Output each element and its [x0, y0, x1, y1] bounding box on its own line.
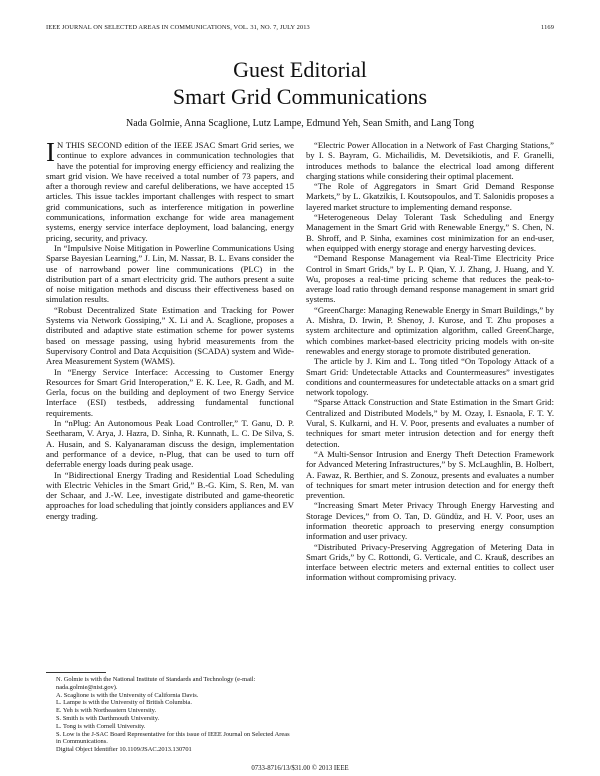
title-line-1: Guest Editorial [233, 57, 367, 82]
paragraph: In “Impulsive Noise Mitigation in Powerline Communications Using Sparse Bayesian Learning,” J. Lin, M. Nassar, B. L. Evans consider the use of narrowband power line communications (PLC) in the distribution part of a smart electricity grid. The authors present a suite of noise mitigation methods and discuss their effectiveness based on simulation results. [46, 242, 294, 305]
paragraph: “Increasing Smart Meter Privacy Through Energy Harvesting and Storage Devices,” from O. Tan, D. Gündüz, and H. V. Poor, uses an information theoretic approach to preserving energy consumption information and user privacy. [306, 500, 554, 542]
footnote: N. Golmie is with the National Institute of Standards and Technology (e-mail: nada.golmie@nist.gov). [56, 676, 256, 691]
footnote: E. Yeh is with Northeastern University. [56, 707, 157, 715]
doi-line: Digital Object Identifier 10.1109/JSAC.2013.130701 [56, 746, 192, 754]
paragraph: “The Role of Aggregators in Smart Grid Demand Response Markets,” by L. Gkatzikis, I. Koutsopoulos, and T. Salonidis proposes a layered market structure to implementing demand response. [306, 181, 554, 212]
journal-header: IEEE JOURNAL ON SELECTED AREAS IN COMMUNICATIONS, VOL. 31, NO. 7, JULY 2013 [46, 24, 310, 31]
paragraph: In “nPlug: An Autonomous Peak Load Controller,” T. Ganu, D. P. Seetharam, V. Arya, J. Hazra, D. Sinha, R. Kunnath, L. C. De Silva, S. A. Husain, and S. Kalyanaraman discuss the design, implementation and performance of a device, n-Plug, that can be used to turn off deferrable energy loads during peak usage. [46, 418, 294, 470]
drop-cap: I [46, 137, 55, 167]
page-title [0, 56, 600, 110]
paragraph: “A Multi-Sensor Intrusion and Energy Theft Detection Framework for Advanced Metering Infrastructures,” by S. McLaughlin, B. Holbert, A. Fawaz, R. Berthier, and S. Zonouz, presents and evaluates a number of techniques for smart meter intrusion detection and for energy theft prevention. [306, 448, 554, 501]
footnote: S. Low is the J-SAC Board Representative for this issue of IEEE Journal on Selected Areas in Communications. [56, 730, 290, 746]
footnote-rule [46, 672, 106, 673]
footnote: L. Tong is with Cornell University. [56, 722, 146, 730]
left-column [46, 137, 294, 521]
intro-paragraph: I N THIS SECOND edition of the IEEE JSAC Smart Grid series, we continue to explore advances in communication technologies that have the potential for improving energy efficiency and realizing the smart grid vision. We have received a total number of 73 papers, and after a thorough review and careful deliberations, we have accepted 15 articles. This issue tackles important challenges with respect to smart grid communications, such as interference mitigation in powerline communications, information exchange for wide area management systems, energy service interface deployment, load balancing, energy pricing, security, and privacy. [46, 137, 294, 243]
paragraph: “GreenCharge: Managing Renewable Energy in Smart Buildings,” by A. Mishra, D. Irwin, P. Shenoy, J. Kurose, and T. Zhu proposes a system architecture and optimization algorithm, called GreenCharge, which combines market-based electricity pricing models with on-site renewables and energy storage to promote distributed generation. [306, 304, 554, 356]
paragraph: “Demand Response Management via Real-Time Electricity Price Control in Smart Grids,” by L. P. Qian, Y. J. Zhang, J. Huang, and Y. Wu, proposes a real-time pricing scheme that reduces the peak-to-average load ratio through demand response management in smart grid systems. [306, 253, 554, 305]
author-list: Nada Golmie, Anna Scaglione, Lutz Lampe, Edmund Yeh, Sean Smith, and Lang Tong [126, 118, 474, 129]
paragraph: “Heterogeneous Delay Tolerant Task Scheduling and Energy Management in the Smart Grid with Renewable Energy,” S. Chen, N. B. Shroff, and P. Sinha, examines cost minimization for an end-user, when equipped with energy storage and energy harvesting devices. [306, 212, 554, 253]
right-column [306, 140, 554, 583]
paragraph: “Distributed Privacy-Preserving Aggregation of Metering Data in Smart Grids,” by C. Rottondi, G. Verticale, and C. Krauß, describes an interface between electric meters and external entities to collect user information without compromising privacy. [306, 541, 554, 583]
footnote: S. Smith is with Darthmouth University. [56, 714, 160, 722]
footnotes [46, 672, 294, 754]
copyright-line: 0733-8716/13/$31.00 © 2013 IEEE [251, 765, 349, 772]
paragraph: The article by J. Kim and L. Tong titled “On Topology Attack of a Smart Grid: Undetectable Attacks and Countermeasures” investigates conditions and countermeasures for undetectable attacks on a smart grid network topology. [306, 356, 554, 398]
page-number: 1169 [541, 24, 554, 31]
footnote: A. Scaglione is with the University of California Davis. [56, 691, 199, 699]
footnote: L. Lampe is with the University of British Columbia. [56, 699, 192, 707]
paragraph: “Sparse Attack Construction and State Estimation in the Smart Grid: Centralized and Distributed Models,” by M. Ozay, I. Esnaola, F. T. Y. Vural, S. Kulkarni, and H. V. Poor, presents and evaluates a number of techniques for smart meter intrusion detection and for energy theft detection. [306, 397, 554, 449]
paragraph: “Robust Decentralized State Estimation and Tracking for Power Systems via Network Gossiping,” X. Li and A. Scaglione, proposes a distributed and adaptive state estimation scheme for power systems based on message passing, using hybrid measurements from the Supervisory Control and Data Acquisition (SCADA) system and Wide-Area Measurement System (WAMS). [46, 304, 294, 367]
paragraph: In “Bidirectional Energy Trading and Residential Load Scheduling with Electric Vehicles in the Smart Grid,” B.-G. Kim, S. Ren, M. van der Schaar, and J.-W. Lee, investigate distributed and game-theoretic approaches for load scheduling that jointly considers appliances and EV energy trading. [46, 469, 294, 521]
paragraph: “Electric Power Allocation in a Network of Fast Charging Stations,” by I. S. Bayram, G. Michailidis, M. Devetsikiotis, and F. Granelli, introduces methods to balance the electrical load among different charging stations while considering their optimal placement. [306, 140, 554, 181]
title-line-2: Smart Grid Communications [172, 84, 428, 109]
paragraph: In “Energy Service Interface: Accessing to Customer Energy Resources for Smart Grid Interoperation,” E. K. Lee, R. Gadh, and M. Gerla, focus on the building and deployment of two Energy Service Interface (ESI) testbeds, addressing fundamental functional requirements. [46, 366, 294, 418]
